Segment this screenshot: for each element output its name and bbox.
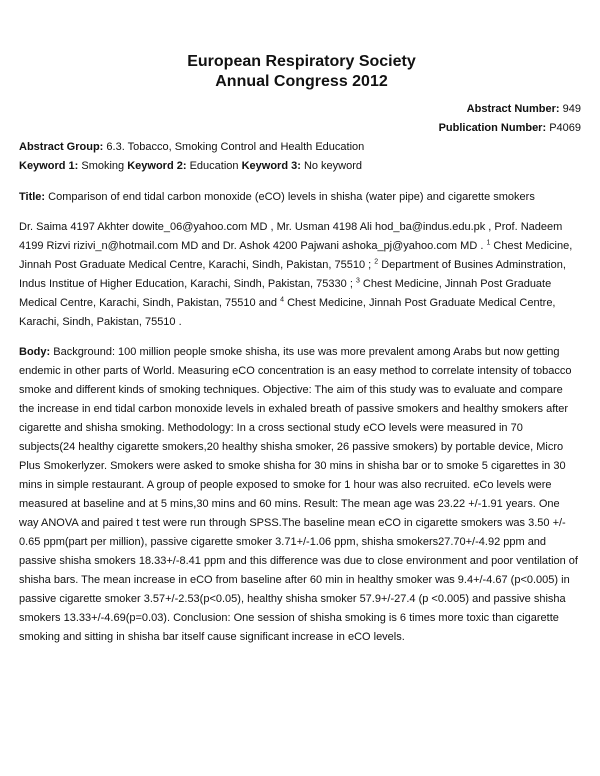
abstract-group-value: 6.3. Tobacco, Smoking Control and Health Education bbox=[106, 141, 365, 153]
affiliation-sup-1: 1 bbox=[486, 239, 491, 247]
abstract-title-text: Comparison of end tidal carbon monoxide (eCO) levels in shisha (water pipe) and cigarette smokers bbox=[48, 191, 535, 203]
authors-part3: Department of Busines Adminstration, Indus Institue of Higher Education, Karachi, Sindh, Pakistan, 75330 ; bbox=[19, 259, 566, 290]
abstract-body bbox=[19, 343, 581, 647]
affiliation-sup-2: 2 bbox=[374, 258, 379, 266]
abstract-number-label: Abstract Number: bbox=[466, 103, 560, 115]
affiliation-sup-4: 4 bbox=[280, 296, 285, 304]
authors-part4: Chest Medicine, Jinnah Post Graduate Medical Centre, Karachi, Sindh, Pakistan, 75510 and bbox=[19, 278, 552, 309]
keyword2-value: Education bbox=[189, 160, 239, 172]
abstract-page bbox=[19, 52, 581, 647]
authors-part5: Chest Medicine, Jinnah Post Graduate Medical Centre, Karachi, Sindh, Pakistan, 75510 . bbox=[19, 297, 556, 328]
abstract-number-value: 949 bbox=[562, 103, 581, 115]
congress-title-line2: Annual Congress 2012 bbox=[215, 73, 388, 90]
abstract-title-label: Title: bbox=[19, 191, 46, 203]
keyword1-value: Smoking bbox=[81, 160, 125, 172]
author-affiliations bbox=[19, 218, 581, 332]
abstract-group-label: Abstract Group: bbox=[19, 141, 104, 153]
authors-part2: Chest Medicine, Jinnah Post Graduate Medical Centre, Karachi, Sindh, Pakistan, 75510 ; bbox=[19, 240, 573, 271]
authors-part1: Dr. Saima 4197 Akhter dowite_06@yahoo.com MD , Mr. Usman 4198 Ali hod_ba@indus.edu.pk , Prof. Nadeem 4199 Rizvi rizivi_n@hotmail.com MD and Dr. Ashok 4200 Pajwani ashoka_pj@yahoo.com MD . bbox=[19, 221, 563, 252]
keyword1-label: Keyword 1: bbox=[19, 160, 79, 172]
affiliation-sup-3: 3 bbox=[355, 277, 360, 285]
publication-number-row bbox=[19, 119, 581, 138]
keyword3-value: No keyword bbox=[303, 160, 363, 172]
publication-number-label: Publication Number: bbox=[438, 122, 547, 134]
congress-title bbox=[22, 52, 581, 92]
publication-number-value: P4069 bbox=[549, 122, 581, 134]
abstract-title-row bbox=[19, 188, 581, 207]
keyword2-label: Keyword 2: bbox=[127, 160, 187, 172]
keywords-row bbox=[19, 157, 581, 176]
publication-meta bbox=[19, 100, 581, 138]
abstract-body-label: Body: bbox=[19, 346, 51, 358]
abstract-number-row bbox=[19, 100, 581, 119]
congress-title-line1: European Respiratory Society bbox=[187, 53, 416, 70]
abstract-group-row bbox=[19, 138, 581, 157]
abstract-body-text: Background: 100 million people smoke shisha, its use was more prevalent among Arabs but now getting endemic in other parts of World. Measuring eCO concentration is an easy method to correlate intensity of tobacco smoke and different kinds of smoking techniques. Objective: The aim of this study was to evaluate and compare the increase in end tidal carbon monoxide levels in exhaled breath of passive smokers and healthy smokers after cigarette and shisha smoking. Methodology: In a cross sectional study eCO levels were measured in 70 subjects(24 healthy cigarette smokers,20 healthy shisha smoker, 26 passive smokers) by portable device, Micro Plus Smokerlyzer. Smokers were asked to smoke shisha for 30 mins in shisha bar or to smoke 5 cigarettes in 30 mins in simple restaurant. A group of people exposed to smoke for 1 hour was also recruited. eCo levels were measured at baseline and at 5 mins,30 mins and 60 mins. Result: The mean age was 23.22 +/-1.91 years. One way ANOVA and paired t test were run through SPSS.The baseline mean eCO in cigarette smokers was 3.50 +/- 0.65 ppm(part per million), passive cigarette smoker 3.71+/-1.06 ppm, shisha smokers27.70+/-4.92 ppm and passive shisha smokers 18.33+/-8.41 ppm and this difference was due to close environment and poor ventilation of shisha bars. The mean increase in eCO from baseline after 60 min in healthy smoker was 9.4+/-4.67 (p<0.005) in passive cigarette smoker 3.57+/-2.53(p<0.05), healthy shisha smoker 57.9+/-27.4 (p <0.005) and passive shisha smokers 13.33+/-4.69(p=0.03). Conclusion: One session of shisha smoking is 6 times more toxic than cigarette smoking and sitting in shisha bar itself cause significant increase in eCO levels. bbox=[19, 346, 578, 643]
keyword3-label: Keyword 3: bbox=[241, 160, 301, 172]
